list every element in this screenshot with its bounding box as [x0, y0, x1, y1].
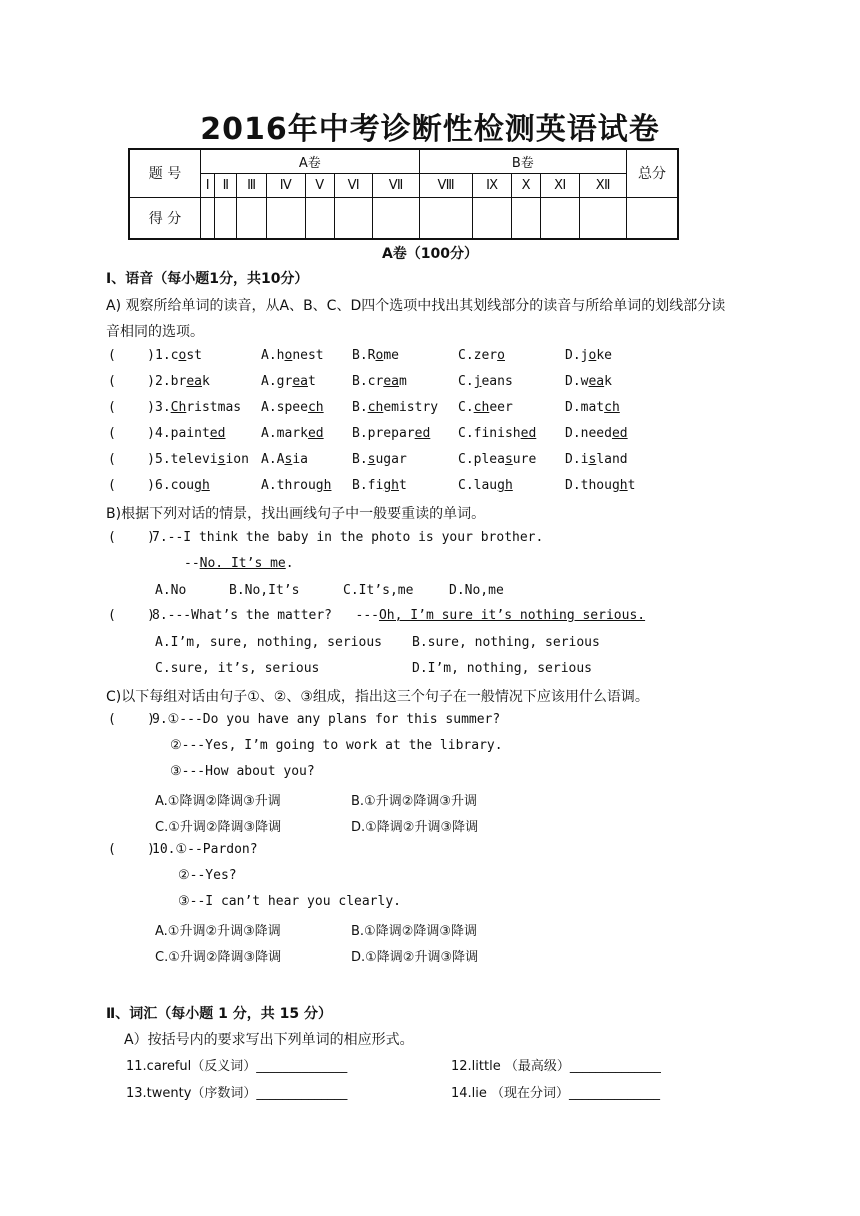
word-part: land	[596, 452, 628, 467]
phonetics-option-b	[352, 426, 430, 441]
phonetics-option-d	[565, 400, 620, 415]
score-cell[interactable]	[215, 197, 237, 239]
answer-parenthesis[interactable]: ( )	[108, 842, 155, 857]
phonetics-option-d	[565, 452, 628, 467]
word-part: B.R	[352, 348, 376, 363]
numeral-cell: Ⅴ	[305, 173, 334, 197]
group-b-header: B卷	[419, 149, 626, 173]
word-part: C.	[458, 374, 474, 389]
word-part: D.w	[565, 374, 589, 389]
word-part: 3.	[155, 400, 171, 415]
q7-line1: 7.--I think the baby in the photo is your brother.	[152, 530, 544, 545]
phonetics-answer-parenthesis[interactable]: ( )	[108, 374, 155, 389]
numeral-cell: Ⅰ	[201, 173, 215, 197]
score-cell[interactable]	[201, 197, 215, 239]
q9-option-b: B.①升调②降调③升调	[351, 794, 478, 809]
numeral-cell: Ⅵ	[334, 173, 373, 197]
word-part: C.lau	[458, 478, 498, 493]
underlined-letters: o	[497, 348, 505, 363]
answer-parenthesis[interactable]: ( )	[108, 712, 155, 727]
answer-parenthesis[interactable]: ( )	[108, 530, 155, 545]
q10-option-b: B.①降调②降调③降调	[351, 924, 478, 939]
word-part: ia	[292, 452, 308, 467]
total-header: 总分	[627, 149, 679, 197]
phonetics-option-d	[565, 426, 628, 441]
phonetics-answer-parenthesis[interactable]: ( )	[108, 400, 155, 415]
word-part: t	[398, 478, 407, 493]
word-part: me	[383, 348, 399, 363]
word-part: A.A	[261, 452, 285, 467]
numeral-cell: Ⅷ	[419, 173, 473, 197]
phonetics-option-b	[352, 348, 399, 363]
phonetics-option-b	[352, 374, 407, 389]
word-part: ugar	[375, 452, 407, 467]
total-score-cell[interactable]	[627, 197, 679, 239]
part1-a-instruction-line2: 音相同的选项。	[106, 324, 204, 340]
word-part: D.need	[565, 426, 612, 441]
word-part: A.gr	[261, 374, 293, 389]
word-part: C.plea	[458, 452, 505, 467]
word-part: nest	[292, 348, 324, 363]
q9-option-a: A.①降调②降调③升调	[155, 794, 281, 809]
word-part: D.thou	[565, 478, 612, 493]
q9-line2: ②---Yes, I’m going to work at the library.	[170, 738, 503, 753]
word-part: A.throu	[261, 478, 316, 493]
q10-option-d: D.①降调②升调③降调	[351, 950, 479, 965]
numeral-cell: Ⅺ	[541, 173, 580, 197]
word-part: ion	[225, 452, 249, 467]
phonetics-option-c	[458, 348, 505, 363]
q10-line1: 10.①--Pardon?	[152, 842, 258, 857]
score-cell[interactable]	[580, 197, 627, 239]
word-part: D.i	[565, 452, 589, 467]
phonetics-answer-parenthesis[interactable]: ( )	[108, 348, 155, 363]
phonetics-option-a	[261, 400, 324, 415]
q13-fill-blank[interactable]: 13.twenty（序数词）______________	[126, 1086, 348, 1101]
word-part: 2.br	[155, 374, 187, 389]
q7-option-a: A.No	[155, 583, 187, 598]
underlined-letters: s	[284, 452, 293, 467]
word-part: C.finish	[458, 426, 521, 441]
phonetics-option-a	[261, 374, 316, 389]
underlined-letters: ed	[520, 426, 537, 441]
numeral-cell: Ⅹ	[511, 173, 540, 197]
underlined-letters: ea	[588, 374, 605, 389]
part1-c-instruction: C)以下每组对话由句子①、②、③组成，指出这三个句子在一般情况下应该用什么语调。	[106, 689, 649, 705]
word-part: D.mat	[565, 400, 605, 415]
numeral-cell: Ⅳ	[266, 173, 305, 197]
word-part: eans	[481, 374, 513, 389]
word-part: C.	[458, 400, 474, 415]
phonetics-option-a	[261, 452, 308, 467]
section-a-heading: A卷（100分）	[381, 246, 479, 262]
underlined-letters: gh	[497, 478, 513, 493]
q8-line1	[152, 608, 645, 623]
exam-title: 2016年中考诊断性检测英语试卷	[200, 112, 660, 147]
word-part: ke	[596, 348, 612, 363]
word-part: B.	[352, 452, 368, 467]
score-cell[interactable]	[237, 197, 267, 239]
underlined-letters: gh	[611, 478, 628, 493]
answer-parenthesis[interactable]: ( )	[108, 608, 155, 623]
phonetics-option-d	[565, 348, 612, 363]
q8-option-d: D.I’m, nothing, serious	[412, 661, 593, 676]
phonetics-answer-parenthesis[interactable]: ( )	[108, 452, 155, 467]
phonetics-question-word	[155, 452, 249, 467]
underlined-letters: ch	[604, 400, 620, 415]
phonetics-option-a	[261, 348, 324, 363]
score-table	[128, 148, 679, 240]
word-part: st	[186, 348, 202, 363]
numeral-cell: Ⅸ	[473, 173, 511, 197]
part2-a-instruction: A）按括号内的要求写出下列单词的相应形式。	[124, 1032, 414, 1048]
phonetics-question-word	[155, 348, 202, 363]
word-part: 6.cou	[155, 478, 195, 493]
q7-dash: --	[184, 556, 200, 571]
numeral-cell: Ⅲ	[237, 173, 267, 197]
word-part: D.j	[565, 348, 589, 363]
q7-line2	[184, 556, 294, 571]
underlined-letters: ed	[307, 426, 324, 441]
q8-option-a: A.I’m, sure, nothing, serious	[155, 635, 382, 650]
word-part: ure	[512, 452, 537, 467]
underlined-letters: ed	[414, 426, 431, 441]
q8-option-b: B.sure, nothing, serious	[412, 635, 600, 650]
underlined-letters: ea	[186, 374, 202, 389]
phonetics-option-d	[565, 478, 635, 493]
underlined-letters: s	[504, 452, 513, 467]
underlined-letters: s	[588, 452, 597, 467]
q7-period: .	[285, 556, 294, 571]
phonetics-option-c	[458, 426, 536, 441]
word-part: A.spee	[261, 400, 308, 415]
underlined-letters: ed	[209, 426, 226, 441]
row-label-question-number: 题 号	[129, 149, 201, 197]
phonetics-option-b	[352, 452, 407, 467]
underlined-letters: gh	[383, 478, 399, 493]
word-part: A.mark	[261, 426, 308, 441]
underlined-letters: j	[473, 374, 482, 389]
phonetics-option-d	[565, 374, 612, 389]
q7-option-c: C.It’s,me	[343, 583, 414, 598]
word-part: B.fi	[352, 478, 384, 493]
phonetics-question-word	[155, 426, 225, 441]
underlined-letters: ch	[473, 400, 490, 415]
phonetics-option-a	[261, 426, 324, 441]
word-part: B.cr	[352, 374, 384, 389]
phonetics-option-b	[352, 478, 407, 493]
underlined-letters: ed	[611, 426, 628, 441]
word-part: emistry	[383, 400, 439, 415]
phonetics-option-a	[261, 478, 331, 493]
part1-a-instruction-line1: A) 观察所给单词的读音，从A、B、C、D四个选项中找出其划线部分的读音与所给单词的划线部分读	[106, 298, 726, 314]
underlined-letters: ea	[292, 374, 308, 389]
underlined-letters: ea	[383, 374, 399, 389]
part1-heading: Ⅰ、语音（每小题1分，共10分）	[106, 271, 309, 287]
q9-option-d: D.①降调②升调③降调	[351, 820, 479, 835]
underlined-letters: ch	[367, 400, 384, 415]
q7-option-b: B.No,It’s	[229, 583, 300, 598]
q9-option-c: C.①升调②降调③降调	[155, 820, 282, 835]
q9-line1: 9.①---Do you have any plans for this summer?	[152, 712, 501, 727]
word-part: 5.televi	[155, 452, 218, 467]
word-part: m	[398, 374, 407, 389]
q8-option-c: C.sure, it’s, serious	[155, 661, 320, 676]
underlined-letters: Ch	[170, 400, 187, 415]
score-cell[interactable]	[305, 197, 334, 239]
underlined-letters: ch	[307, 400, 324, 415]
q7-option-d: D.No,me	[449, 583, 504, 598]
phonetics-question-word	[155, 374, 210, 389]
q10-line2: ②--Yes?	[178, 868, 237, 883]
phonetics-option-b	[352, 400, 438, 415]
q12-fill-blank[interactable]: 12.little （最高级）______________	[451, 1059, 661, 1074]
phonetics-option-c	[458, 452, 536, 467]
word-part: B.prepar	[352, 426, 415, 441]
phonetics-question-word	[155, 400, 241, 415]
score-cell[interactable]	[266, 197, 305, 239]
word-part: C.zer	[458, 348, 498, 363]
word-part: t	[627, 478, 636, 493]
underlined-letters: o	[178, 348, 187, 363]
part1-b-instruction: B)根据下列对话的情景，找出画线句子中一般要重读的单词。	[106, 506, 486, 522]
underlined-letters: o	[588, 348, 597, 363]
q8-prefix: 8.---What’s the matter? ---	[152, 608, 379, 623]
q10-option-c: C.①升调②降调③降调	[155, 950, 282, 965]
underlined-letters: o	[284, 348, 293, 363]
q10-line3: ③--I can’t hear you clearly.	[178, 894, 401, 909]
phonetics-question-word	[155, 478, 210, 493]
word-part: ristmas	[186, 400, 242, 415]
phonetics-option-c	[458, 374, 513, 389]
numeral-cell: Ⅱ	[215, 173, 237, 197]
q9-line3: ③---How about you?	[170, 764, 315, 779]
part2-heading: Ⅱ、词汇（每小题 1 分，共 15 分）	[106, 1006, 332, 1022]
score-cell[interactable]	[334, 197, 373, 239]
phonetics-option-c	[458, 478, 513, 493]
score-cell[interactable]	[511, 197, 540, 239]
score-cell[interactable]	[473, 197, 511, 239]
underlined-letters: o	[375, 348, 384, 363]
row-label-score: 得 分	[129, 197, 201, 239]
word-part: eer	[489, 400, 513, 415]
word-part: k	[201, 374, 210, 389]
numeral-cell: Ⅶ	[373, 173, 419, 197]
word-part: 4.paint	[155, 426, 210, 441]
numeral-cell: Ⅻ	[580, 173, 627, 197]
underlined-letters: gh	[315, 478, 332, 493]
word-part: t	[307, 374, 316, 389]
word-part: k	[604, 374, 612, 389]
word-part: B.	[352, 400, 368, 415]
score-cell[interactable]	[419, 197, 473, 239]
underlined-letters: s	[367, 452, 376, 467]
phonetics-answer-parenthesis[interactable]: ( )	[108, 426, 155, 441]
phonetics-option-c	[458, 400, 513, 415]
underlined-letters: gh	[194, 478, 210, 493]
q10-option-a: A.①升调②升调③降调	[155, 924, 281, 939]
underlined-letters: s	[217, 452, 226, 467]
q14-fill-blank[interactable]: 14.lie （现在分词）______________	[451, 1086, 661, 1101]
score-cell[interactable]	[373, 197, 419, 239]
word-part: A.h	[261, 348, 285, 363]
q11-fill-blank[interactable]: 11.careful（反义词）______________	[126, 1059, 348, 1074]
q7-underlined-sentence: No. It’s me	[199, 556, 286, 571]
phonetics-answer-parenthesis[interactable]: ( )	[108, 478, 155, 493]
q8-underlined-sentence: Oh, I’m sure it’s nothing serious.	[378, 608, 646, 623]
score-cell[interactable]	[541, 197, 580, 239]
group-a-header: A卷	[201, 149, 420, 173]
word-part: 1.c	[155, 348, 179, 363]
